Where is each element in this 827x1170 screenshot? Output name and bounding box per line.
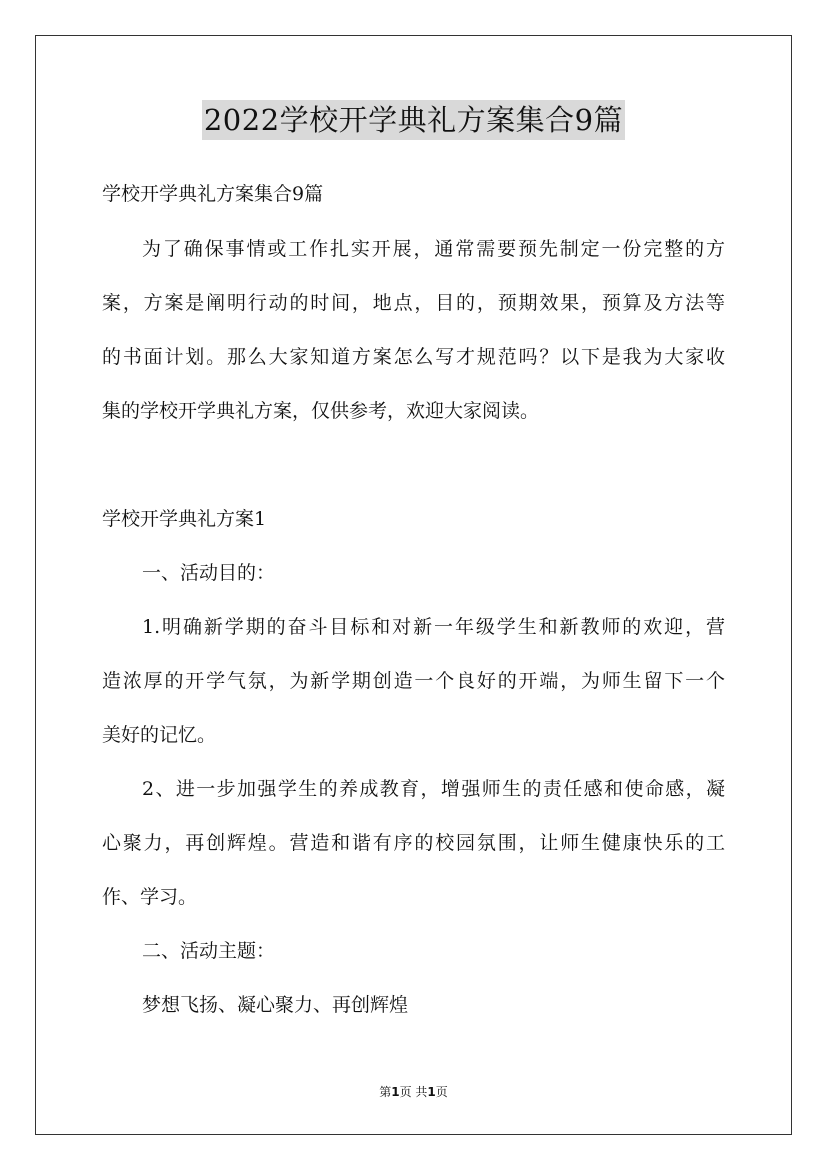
- document-title: 2022学校开学典礼方案集合9篇: [202, 100, 625, 140]
- part-heading-purpose: 一、活动目的：: [142, 562, 276, 584]
- point1-line-2: 造浓厚的开学气氛，为新学期创造一个良好的开端，为师生留下一个: [102, 670, 725, 692]
- footer-prefix: 第: [379, 1085, 392, 1099]
- theme-text: 梦想飞扬、凝心聚力、再创辉煌: [142, 994, 409, 1016]
- document-subtitle: 学校开学典礼方案集合9篇: [102, 183, 324, 205]
- footer-page-current: 1: [391, 1085, 400, 1099]
- footer-suffix: 页: [435, 1085, 448, 1099]
- footer-page-total: 1: [427, 1085, 436, 1099]
- page-footer: [0, 1084, 827, 1100]
- intro-line-4: 集的学校开学典礼方案，仅供参考，欢迎大家阅读。: [102, 400, 540, 422]
- part-heading-theme: 二、活动主题：: [142, 940, 276, 962]
- section-heading: 学校开学典礼方案1: [102, 508, 267, 530]
- title-container: [0, 100, 827, 140]
- point2-line-2: 心聚力，再创辉煌。营造和谐有序的校园氛围，让师生健康快乐的工: [102, 832, 725, 854]
- point2-line-3: 作、学习。: [102, 886, 198, 908]
- intro-line-3: 的书面计划。那么大家知道方案怎么写才规范吗？以下是我为大家收: [102, 346, 725, 368]
- point2-line-1: 2、进一步加强学生的养成教育，增强师生的责任感和使命感，凝: [142, 778, 725, 800]
- footer-mid: 页 共: [399, 1085, 428, 1099]
- intro-line-1: 为了确保事情或工作扎实开展，通常需要预先制定一份完整的方: [142, 238, 725, 260]
- point1-line-3: 美好的记忆。: [102, 724, 217, 746]
- point1-line-1: 1.明确新学期的奋斗目标和对新一年级学生和新教师的欢迎，营: [142, 616, 725, 638]
- intro-line-2: 案，方案是阐明行动的时间，地点，目的，预期效果，预算及方法等: [102, 292, 725, 314]
